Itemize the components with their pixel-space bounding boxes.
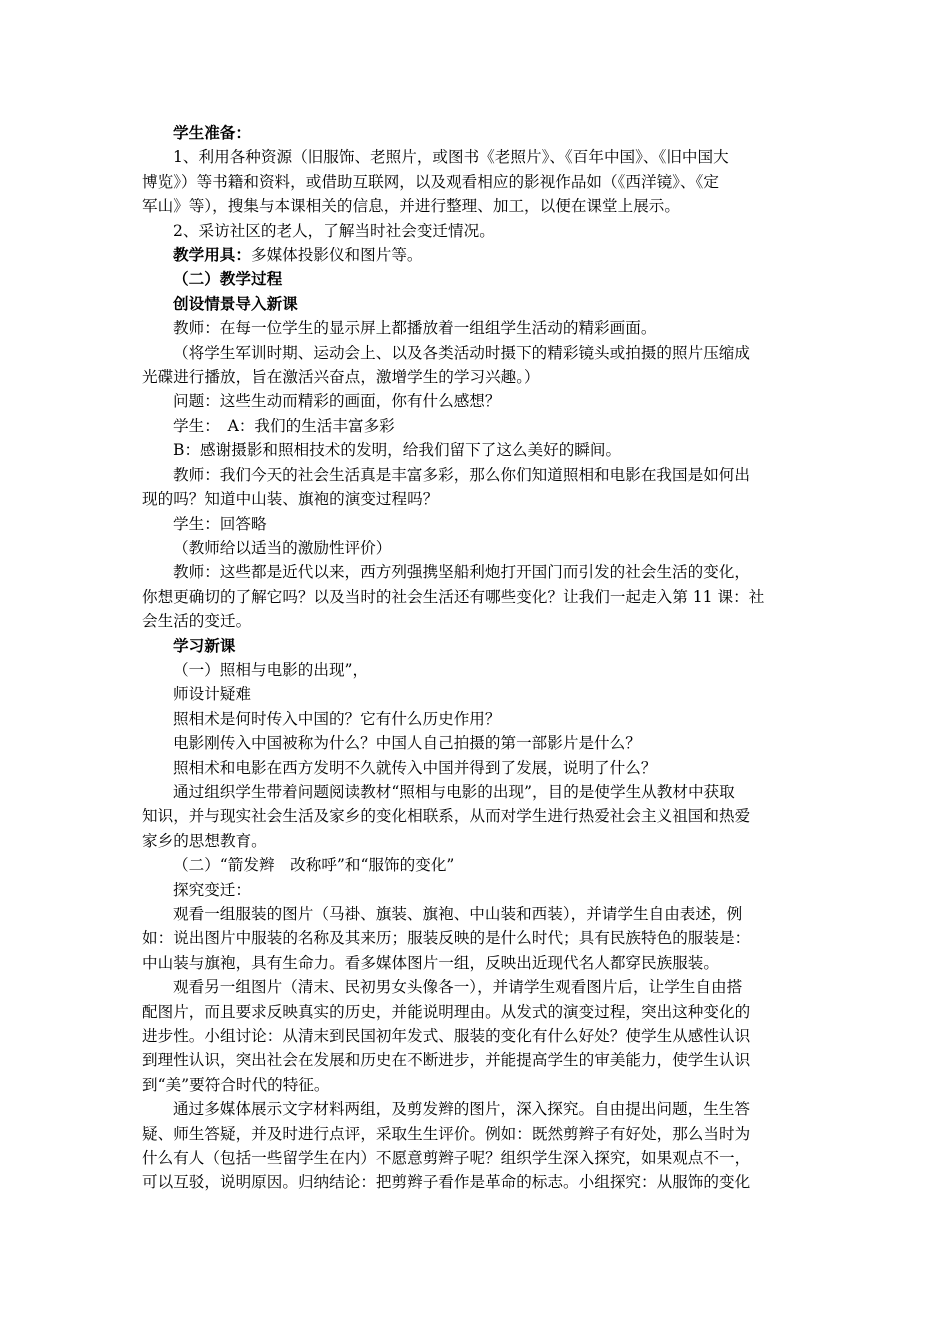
- paragraph: 家乡的思想教育。: [142, 831, 267, 850]
- paragraph: 探究变迁：: [173, 880, 251, 899]
- paragraph: 教师：在每一位学生的显示屏上都播放着一组组学生活动的精彩画面。: [173, 319, 657, 338]
- student-prep-heading: 学生准备：: [173, 124, 251, 142]
- paragraph: 现的吗？知道中山装、旗袍的演变过程吗？: [142, 490, 439, 509]
- teaching-tools-text: 多媒体投影仪和图片等。: [250, 246, 423, 265]
- teaching-tools-line: [173, 243, 805, 267]
- paragraph: 教师：我们今天的社会生活真是丰富多彩，那么你们知道照相和电影在我国是如何出: [173, 465, 750, 484]
- paragraph: 你想更确切的了解它吗？以及当时的社会生活还有哪些变化？让我们一起走入第 11 课：社: [142, 587, 765, 606]
- paragraph: 配图片，而且要求反映真实的历史，并能说明理由。从发式的演变过程，突出这种变化的: [142, 1002, 751, 1021]
- paragraph: 博览》）等书籍和资料，或借助互联网，以及观看相应的影视作品如（《西洋镜》、《定: [142, 172, 719, 191]
- paragraph: 学生： A：我们的生活丰富多彩: [173, 416, 395, 435]
- paragraph: 观看另一组图片（清末、民初男女头像各一），并请学生观看图片后，让学生自由搭: [173, 978, 743, 997]
- paragraph: 什么有人（包括一些留学生在内）不愿意剪辫子呢？组织学生深入探究，如果观点不一，: [142, 1149, 751, 1168]
- paragraph: 如：说出图片中服装的名称及其来历；服装反映的是什么时代；具有民族特色的服装是：: [142, 929, 751, 948]
- paragraph: （教师给以适当的激励性评价）: [173, 538, 392, 557]
- paragraph: 通过组织学生带着问题阅读教材“照相与电影的出现”，目的是使学生从教材中获取: [173, 782, 735, 801]
- paragraph: 知识，并与现实社会生活及家乡的变化相联系，从而对学生进行热爱社会主义祖国和热爱: [142, 807, 751, 826]
- paragraph: （二）“箭发辫 改称呼”和“服饰的变化”: [173, 856, 455, 875]
- paragraph: 中山装与旗袍，具有生命力。看多媒体图片一组，反映出近现代名人都穿民族服装。: [142, 953, 719, 972]
- paragraph: 疑、师生答疑，并及时进行点评，采取生生评价。例如：既然剪辫子有好处，那么当时为: [142, 1124, 751, 1143]
- paragraph: 进步性。小组讨论：从清末到民国初年发式、服装的变化有什么好处？使学生从感性认识: [142, 1027, 751, 1046]
- paragraph: 到理性认识，突出社会在发展和历史在不断进步，并能提高学生的审美能力，使学生认识: [142, 1051, 751, 1070]
- paragraph: 师设计疑难: [173, 685, 251, 704]
- paragraph: 可以互驳，说明原因。归纳结论：把剪辫子看作是革命的标志。小组探究：从服饰的变化: [142, 1173, 751, 1192]
- paragraph: 2、采访社区的老人，了解当时社会变迁情况。: [173, 221, 495, 240]
- paragraph: 教师：这些都是近代以来，西方列强携坚船利炮打开国门而引发的社会生活的变化，: [173, 563, 750, 582]
- paragraph: 学生：回答略: [173, 514, 267, 533]
- paragraph: B：感谢摄影和照相技术的发明，给我们留下了这么美好的瞬间。: [173, 441, 622, 460]
- section-heading: 学习新课: [173, 636, 236, 655]
- teaching-tools-label: 教学用具：: [173, 246, 251, 265]
- paragraph: 到“美”要符合时代的特征。: [142, 1075, 330, 1094]
- section-heading: 创设情景导入新课: [173, 294, 298, 313]
- paragraph: 1、利用各种资源（旧服饰、老照片，或图书《老照片》、《百年中国》、《旧中国大: [173, 148, 729, 167]
- question-item: 电影刚传入中国被称为什么？中国人自己拍摄的第一部影片是什么？: [173, 734, 641, 753]
- section-heading: （二）教学过程: [173, 270, 283, 289]
- paragraph: 通过多媒体展示文字材料两组，及剪发辫的图片，深入探究。自由提出问题，生生答: [173, 1100, 750, 1119]
- paragraph: （一）照相与电影的出现”，: [173, 660, 369, 679]
- paragraph: 观看一组服装的图片（马褂、旗装、旗袍、中山装和西装），并请学生自由表述，例: [173, 905, 743, 923]
- paragraph: 问题：这些生动而精彩的画面，你有什么感想？: [173, 392, 501, 411]
- question-item: 照相术是何时传入中国的？它有什么历史作用？: [173, 709, 501, 728]
- document-body: [142, 121, 805, 1195]
- paragraph: 军山》等），搜集与本课相关的信息，并进行整理、加工，以便在课堂上展示。: [142, 197, 680, 216]
- paragraph: 会生活的变迁。: [142, 612, 252, 631]
- paragraph: （将学生军训时期、运动会上、以及各类活动时摄下的精彩镜头或拍摄的照片压缩成: [173, 343, 750, 362]
- paragraph: 光碟进行播放，旨在激活兴奋点，激增学生的学习兴趣。）: [142, 368, 540, 387]
- question-item: 照相术和电影在西方发明不久就传入中国并得到了发展，说明了什么？: [173, 758, 657, 777]
